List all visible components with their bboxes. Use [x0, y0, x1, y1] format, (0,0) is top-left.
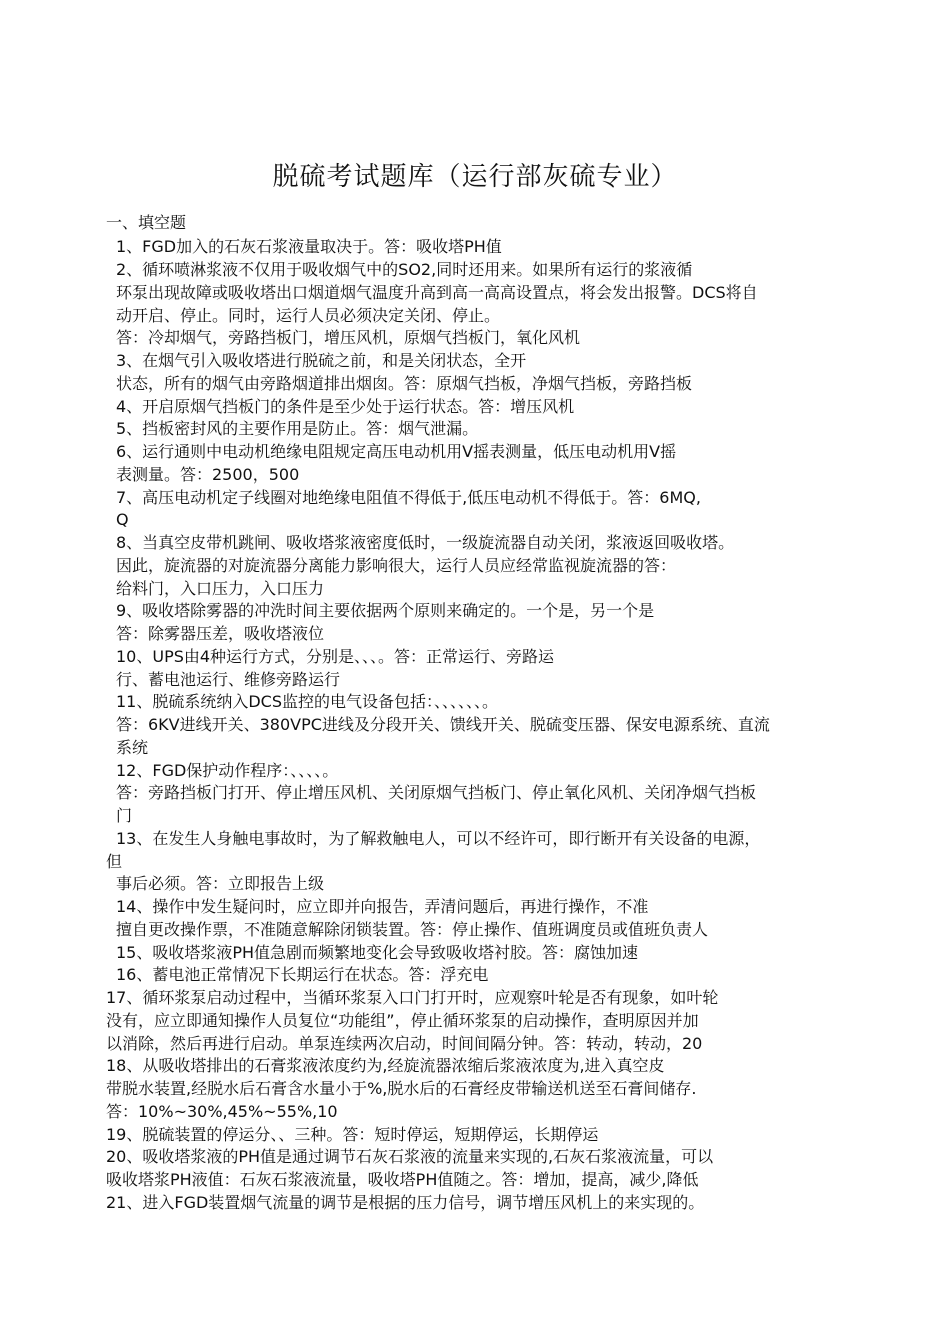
text-line: 5、挡板密封风的主要作用是防止。答：烟气泄漏。 [116, 419, 479, 438]
text-line: 3、在烟气引入吸收塔进行脱硫之前，和是关闭状态，全开 [116, 351, 527, 370]
text-line: 以消除，然后再进行启动。单泵连续两次启动，时间间隔分钟。答：转动，转动，20 [106, 1034, 703, 1053]
text-line: 21、进入FGD装置烟气流量的调节是根据的压力信号，调节增压风机上的来实现的。 [106, 1193, 705, 1212]
text-line: 给料门，入口压力，入口压力 [116, 579, 325, 598]
text-line: 答：除雾器压差，吸收塔液位 [116, 624, 325, 643]
text-line: 19、脱硫装置的停运分、、三种。答：短时停运，短期停运，长期停运 [106, 1125, 599, 1144]
text-line: 9、吸收塔除雾器的冲洗时间主要依据两个原则来确定的。一个是，另一个是 [116, 601, 655, 620]
text-line: 1、FGD加入的石灰石浆液量取决于。答：吸收塔PH值 [116, 237, 502, 256]
text-line: 行、蓄电池运行、维修旁路运行 [116, 670, 341, 689]
text-line: 13、在发生人身触电事故时，为了解救触电人，可以不经许可，即行断开有关设备的电源， [116, 829, 761, 848]
text-line: 16、蓄电池正常情况下长期运行在状态。答：浮充电 [116, 965, 489, 984]
text-line: 没有，应立即通知操作人员复位“功能组”，停止循环浆泵的启动操作，查明原因并加 [106, 1011, 699, 1030]
text-line: 动开启、停止。同时，运行人员必须决定关闭、停止。 [116, 306, 501, 325]
text-line: 门 [116, 806, 133, 825]
text-line: 表测量。答：2500，500 [116, 465, 300, 484]
text-line: 状态，所有的烟气由旁路烟道排出烟囱。答：原烟气挡板，净烟气挡板，旁路挡板 [116, 374, 693, 393]
text-line: 20、吸收塔浆液的PH值是通过调节石灰石浆液的流量来实现的,石灰石浆液流量，可以 [106, 1147, 714, 1166]
text-line: 8、当真空皮带机跳闸、吸收塔浆液密度低时，一级旋流器自动关闭，浆液返回吸收塔。 [116, 533, 735, 552]
text-line: 12、FGD保护动作程序：、、、、。 [116, 761, 339, 780]
text-line: 吸收塔浆PH液值：石灰石浆液流量，吸收塔PH值随之。答：增加，提高，减少,降低 [106, 1170, 699, 1189]
text-line: 答：旁路挡板门打开、停止增压风机、关闭原烟气挡板门、停止氧化风机、关闭净烟气挡板 [116, 783, 757, 802]
text-line: 11、脱硫系统纳入DCS监控的电气设备包括：、、、、、、。 [116, 692, 499, 711]
text-line: 10、UPS由4种运行方式，分别是、、、。答：正常运行、旁路运 [116, 647, 555, 666]
text-line: 环泵出现故障或吸收塔出口烟道烟气温度升高到高一高高设置点，将会发出报警。DCS将自 [116, 283, 758, 302]
text-line: 但 [106, 852, 123, 871]
text-line: 15、吸收塔浆液PH值急剧而频繁地变化会导致吸收塔衬胶。答：腐蚀加速 [116, 943, 639, 962]
text-line: 18、从吸收塔排出的石膏浆液浓度约为,经旋流器浓缩后浆液浓度为,进入真空皮 [106, 1056, 665, 1075]
text-line: 14、操作中发生疑问时，应立即并向报告，弄清问题后，再进行操作，不准 [116, 897, 649, 916]
text-line: 带脱水装置,经脱水后石膏含水量小于%,脱水后的石膏经皮带输送机送至石膏间储存. [106, 1079, 697, 1098]
text-line: 答：10%~30%,45%~55%,10 [106, 1102, 338, 1121]
text-line: Q [116, 510, 129, 529]
text-line: 17、循环浆泵启动过程中，当循环浆泵入口门打开时，应观察叶轮是否有现象，如叶轮 [106, 988, 719, 1007]
text-line: 4、开启原烟气挡板门的条件是至少处于运行状态。答：增压风机 [116, 397, 575, 416]
text-line: 擅自更改操作票，不准随意解除闭锁装置。答：停止操作、值班调度员或值班负责人 [116, 920, 709, 939]
text-line: 答：6KV进线开关、380VPC进线及分段开关、馈线开关、脱硫变压器、保安电源系统、直流 [116, 715, 770, 734]
text-line: 2、循环喷淋浆液不仅用于吸收烟气中的SO2,同时还用来。如果所有运行的浆液循 [116, 260, 693, 279]
text-line: 答：冷却烟气，旁路挡板门，增压风机，原烟气挡板门，氧化风机 [116, 328, 581, 347]
text-line: 7、高压电动机定子线圈对地绝缘电阻值不得低于,低压电动机不得低于。答：6MQ, [116, 488, 701, 507]
text-line: 因此，旋流器的对旋流器分离能力影响很大，运行人员应经常监视旋流器的答： [116, 556, 677, 575]
text-line: 6、运行通则中电动机绝缘电阻规定高压电动机用V摇表测量，低压电动机用V摇 [116, 442, 677, 461]
text-line: 事后必须。答：立即报告上级 [116, 874, 325, 893]
text-line: 系统 [116, 738, 149, 757]
section-heading: 一、填空题 [106, 213, 187, 232]
document-title: 脱硫考试题库（运行部灰硫专业） [272, 162, 678, 192]
